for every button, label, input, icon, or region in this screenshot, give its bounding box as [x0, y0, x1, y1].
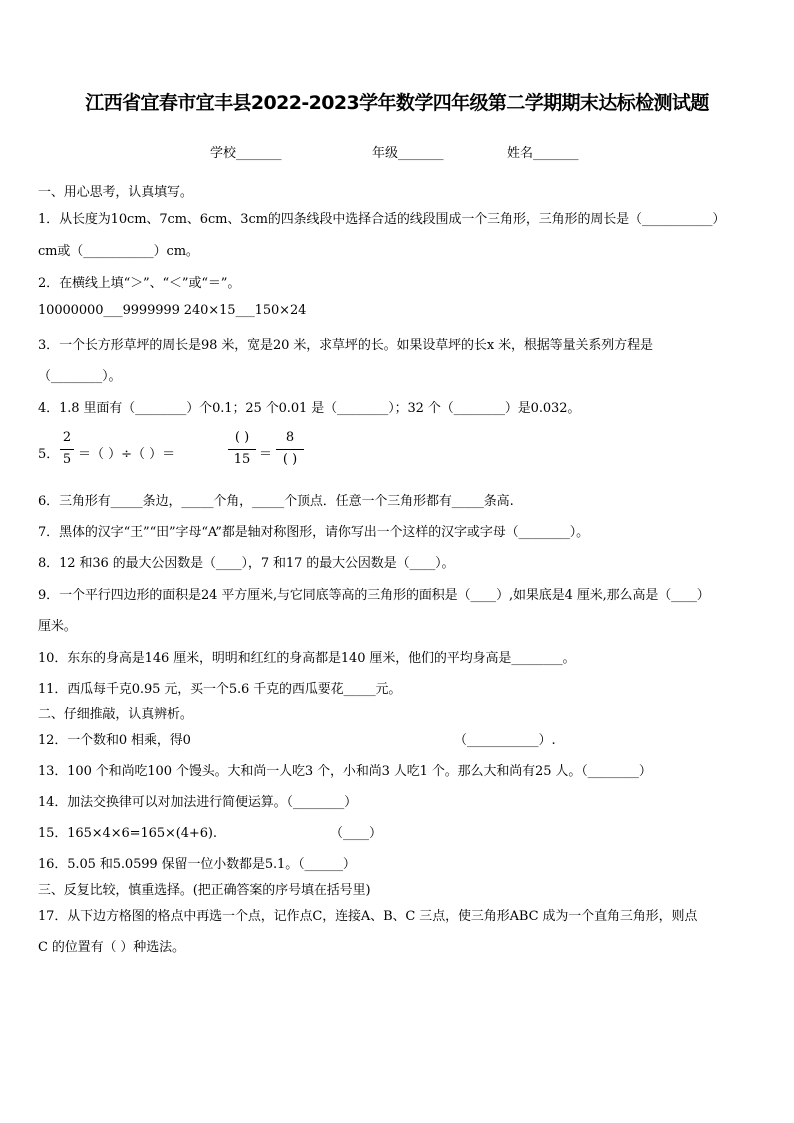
question-14: 14．加法交换律可以对加法进行简便运算。（________）: [38, 795, 358, 810]
question-15: 15．165×4×6=165×(4+6).: [38, 826, 217, 841]
question-9-line-1: 9．一个平行四边形的面积是24 平方厘米,与它同底等高的三角形的面积是（____）,如果底是4 厘米,那么高是（____）: [38, 588, 710, 603]
question-11: 11．西瓜每千克0.95 元，买一个5.6 千克的西瓜要花_____元。: [38, 682, 402, 697]
question-6: 6．三角形有_____条边，_____个角，_____个顶点．任意一个三角形都有_____条高.: [38, 494, 514, 509]
question-1-line-2: cm或（___________）cm。: [38, 244, 199, 259]
fraction-numerator: 2: [62, 430, 72, 445]
question-3-line-1: 3．一个长方形草坪的周长是98 米，宽是20 米，求草坪的长。如果设草坪的长x 米，根据等量关系列方程是: [38, 338, 653, 353]
question-9-line-2: 厘米。: [38, 619, 77, 634]
fraction-denominator: 15: [233, 452, 251, 467]
question-12: 12．一个数和0 相乘，得0: [38, 733, 191, 748]
fraction-blank-15: [226, 430, 258, 470]
fraction-8-blank: [274, 430, 306, 470]
grade-field-label: 年级_______: [372, 146, 444, 161]
question-17-line-2: C 的位置有（ ）种选法。: [38, 940, 185, 955]
fraction-bar: [60, 449, 74, 450]
fraction-denominator: ( ): [282, 452, 298, 467]
question-16: 16．5.05 和5.0599 保留一位小数都是5.1。（______）: [38, 857, 356, 872]
question-8: 8．12 和36 的最大公因数是（____），7 和17 的最大公因数是（____）。: [38, 556, 455, 571]
question-15-answer-blank: （____）: [330, 826, 383, 841]
question-2-line-1: 2．在横线上填“＞”、“＜”或“＝”。: [38, 276, 241, 291]
question-1-line-1: 1．从长度为10cm、7cm、6cm、3cm的四条线段中选择合适的线段围成一个三角形，三角形的周长是（___________）: [38, 212, 726, 227]
fraction-numerator: 8: [285, 430, 295, 445]
fraction-bar: [276, 449, 304, 450]
question-7: 7．黑体的汉字“王”“田”字母“A”都是轴对称图形，请你写出一个这样的汉字或字母（________）。: [38, 525, 590, 540]
question-10: 10．东东的身高是146 厘米，明明和红红的身高都是140 厘米，他们的平均身高是________。: [38, 651, 576, 666]
question-4: 4．1.8 里面有（________）个0.1；25 个0.01 是（________）；32 个（________）是0.032。: [38, 401, 581, 416]
name-field-label: 姓名_______: [507, 146, 579, 161]
question-5-division-expression: ＝（ ）÷（ ）＝: [78, 447, 176, 462]
fraction-numerator: ( ): [234, 430, 250, 445]
fraction-2-5: [54, 430, 80, 470]
fraction-denominator: 5: [62, 452, 72, 467]
question-17-line-1: 17．从下边方格图的格点中再选一个点，记作点C，连接A、B、C 三点，使三角形ABC 成为一个直角三角形，则点: [38, 909, 698, 924]
page-title: 江西省宜春市宜丰县2022-2023学年数学四年级第二学期期末达标检测试题: [85, 92, 709, 114]
fraction-bar: [228, 449, 256, 450]
question-13: 13．100 个和尚吃100 个馒头。大和尚一人吃3 个，小和尚3 人吃1 个。那么大和尚有25 人。（________）: [38, 764, 652, 779]
section-heading-3: 三、反复比较，慎重选择。(把正确答案的序号填在括号里): [38, 883, 371, 898]
question-2-line-2: 10000000___9999999 240×15___150×24: [38, 303, 307, 318]
question-12-answer-blank: （___________）.: [454, 733, 556, 748]
section-heading-2: 二、仔细推敲，认真辨析。: [38, 707, 193, 722]
question-3-line-2: （________）。: [38, 369, 122, 384]
section-heading-1: 一、用心思考，认真填写。: [38, 185, 193, 200]
question-5-equals: ＝: [259, 447, 273, 462]
school-field-label: 学校_______: [210, 146, 282, 161]
question-5-label: 5．: [38, 447, 60, 462]
